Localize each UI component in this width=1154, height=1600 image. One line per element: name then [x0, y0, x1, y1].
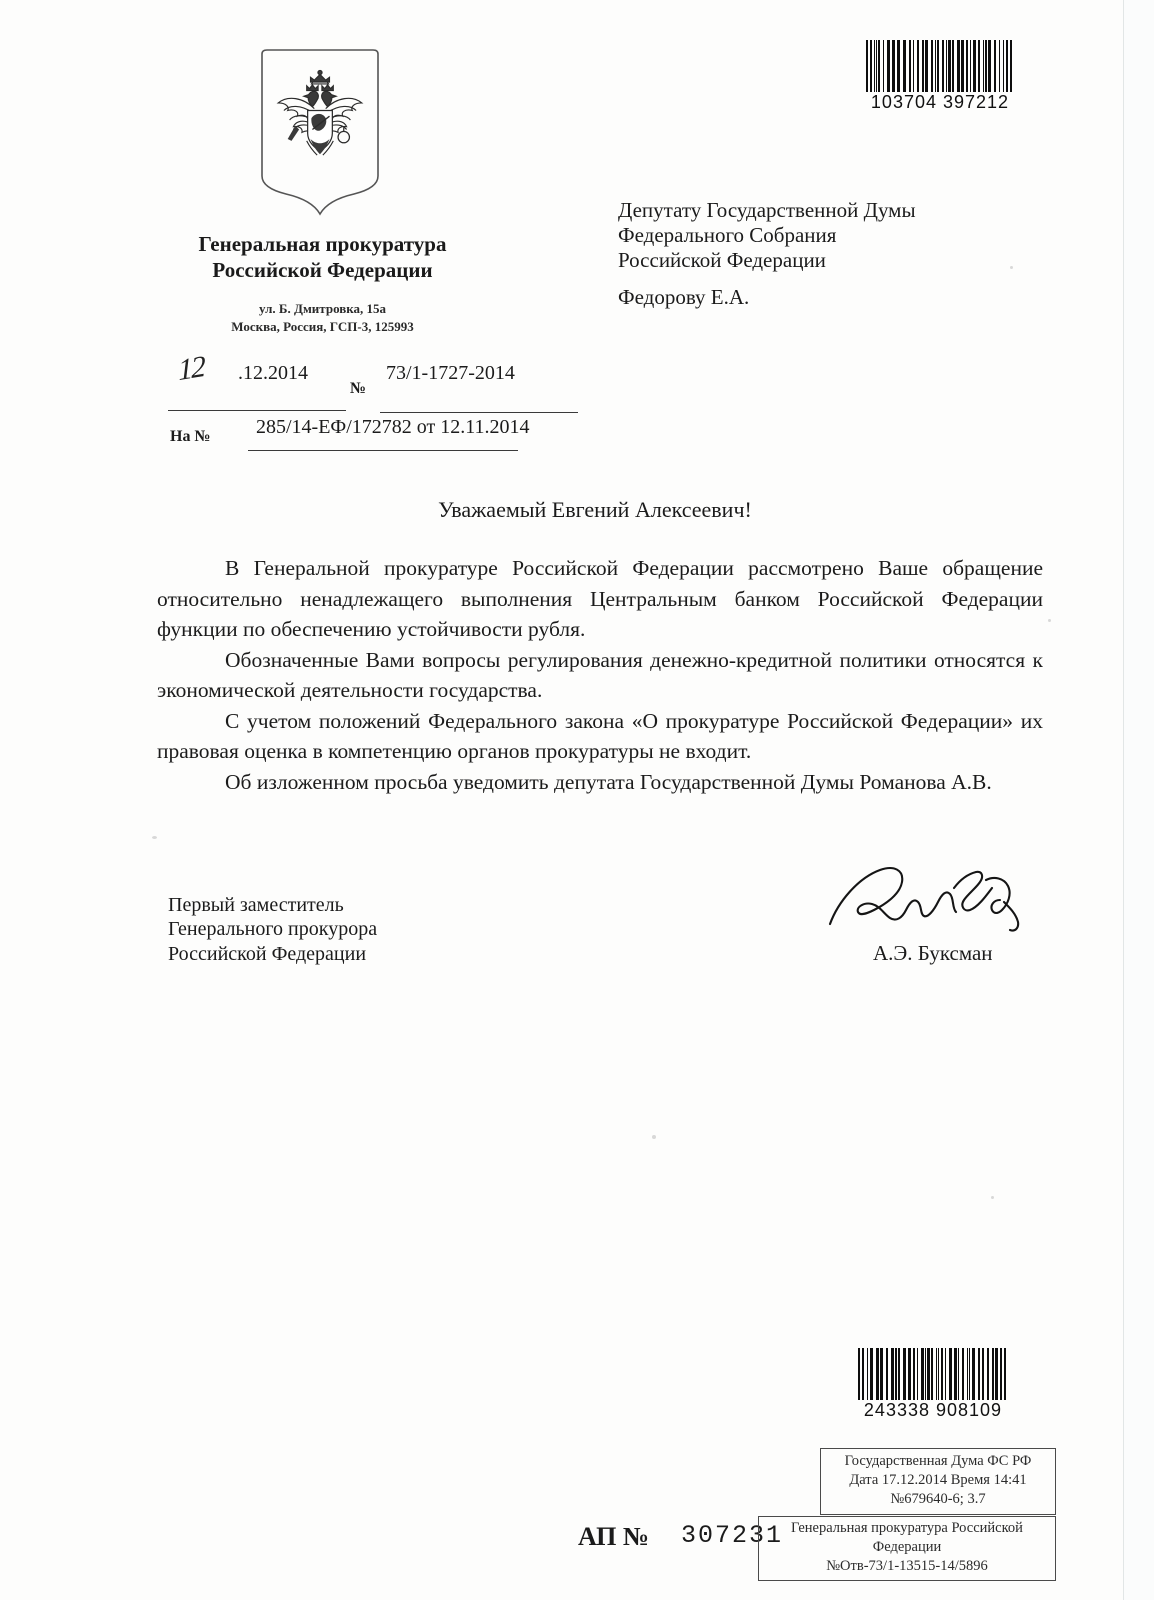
incoming-number-label: На №	[170, 428, 211, 445]
outgoing-number: 73/1-1727-2014	[386, 362, 515, 384]
barcode-top-digits: 103704 397212	[866, 92, 1014, 113]
barcode-top	[866, 40, 1014, 113]
scan-page-edge-line	[1123, 0, 1124, 1600]
reference-incoming-row	[168, 414, 588, 454]
body-paragraph: С учетом положений Федерального закона «О прокуратуре Российской Федерации» их правовая оценка в компетенцию органов прокуратуры не входит.	[157, 708, 1043, 764]
coat-of-arms-icon	[258, 48, 382, 216]
incoming-number: 285/14-ЕФ/172782 от 12.11.2014	[256, 416, 530, 438]
organization-name-line-1: Генеральная прокуратура	[198, 232, 447, 256]
scan-speck	[652, 1135, 656, 1139]
signatory-title-line-3: Российской Федерации	[168, 942, 367, 965]
duma-stamp-line-1: Государственная Дума ФС РФ	[844, 1453, 1032, 1469]
gp-stamp-line-3: №Отв-73/1-13515-14/5896	[826, 1558, 988, 1575]
handwritten-day: 12	[177, 349, 205, 388]
addressee-line-1: Депутату Государственной Думы	[618, 198, 916, 222]
duma-stamp-line-2: Дата 17.12.2014 Время 14:41	[849, 1471, 1027, 1488]
scan-page-margin	[1124, 0, 1154, 1600]
organization-name	[150, 231, 495, 284]
body-paragraph: Обозначенные Вами вопросы регулирования денежно-кредитной политики относятся к экономической деятельности государства.	[157, 647, 1043, 703]
salutation: Уважаемый Евгений Алексеевич!	[438, 497, 752, 522]
number-sign-glyph: №	[350, 380, 367, 397]
organization-address-line-2: Москва, Россия, ГСП-3, 125993	[231, 318, 414, 334]
scan-speck	[1010, 266, 1013, 269]
reference-outgoing-row	[168, 349, 548, 402]
duma-registration-stamp	[820, 1448, 1056, 1515]
organization-name-line-2: Российской Федерации	[212, 258, 433, 283]
letter-body	[157, 553, 1043, 797]
prosecutor-office-stamp	[758, 1516, 1056, 1581]
addressee-line-3: Российской Федерации	[618, 247, 826, 272]
barcode-bottom-digits: 243338 908109	[858, 1400, 1008, 1421]
gp-stamp-line-1: Генеральная прокуратура Российской	[791, 1520, 1023, 1536]
ap-label: АП №	[578, 1522, 649, 1551]
ap-number: 307231	[681, 1521, 784, 1550]
reference-rule-left	[168, 410, 346, 411]
signatory-title-line-2: Генерального прокурора	[168, 918, 378, 941]
reference-rule-incoming	[248, 450, 518, 451]
scan-speck	[1048, 619, 1051, 622]
body-paragraph: Об изложенном просьба уведомить депутата Государственной Думы Романова А.В.	[225, 769, 992, 794]
addressee-block	[618, 198, 1038, 272]
reference-rule-right	[380, 412, 578, 413]
signatory-title	[168, 893, 377, 966]
organization-address	[150, 300, 495, 335]
duma-stamp-line-3: №679640-6; 3.7	[890, 1490, 986, 1507]
organization-address-line-1: ул. Б. Дмитровка, 15а	[258, 301, 387, 316]
signatory-name: А.Э. Буксман	[873, 941, 993, 965]
handwritten-signature	[818, 858, 1048, 948]
reference-date: .12.2014	[238, 362, 308, 384]
scan-speck	[991, 1196, 994, 1199]
reference-block	[168, 349, 548, 445]
signatory-title-line-1: Первый заместитель	[168, 894, 344, 916]
gp-stamp-line-2: Федерации	[872, 1539, 942, 1556]
addressee-line-2: Федерального Собрания	[618, 222, 837, 247]
addressee-name: Федорову Е.А.	[618, 285, 750, 309]
scan-speck	[152, 836, 157, 839]
body-paragraph: В Генеральной прокуратуре Российской Федерации рассмотрено Ваше обращение относительно ненадлежащего выполнения Центральным банком Российской Федерации функции по обеспечению устойчивости рубля.	[157, 556, 1043, 642]
barcode-bottom	[858, 1348, 1008, 1421]
